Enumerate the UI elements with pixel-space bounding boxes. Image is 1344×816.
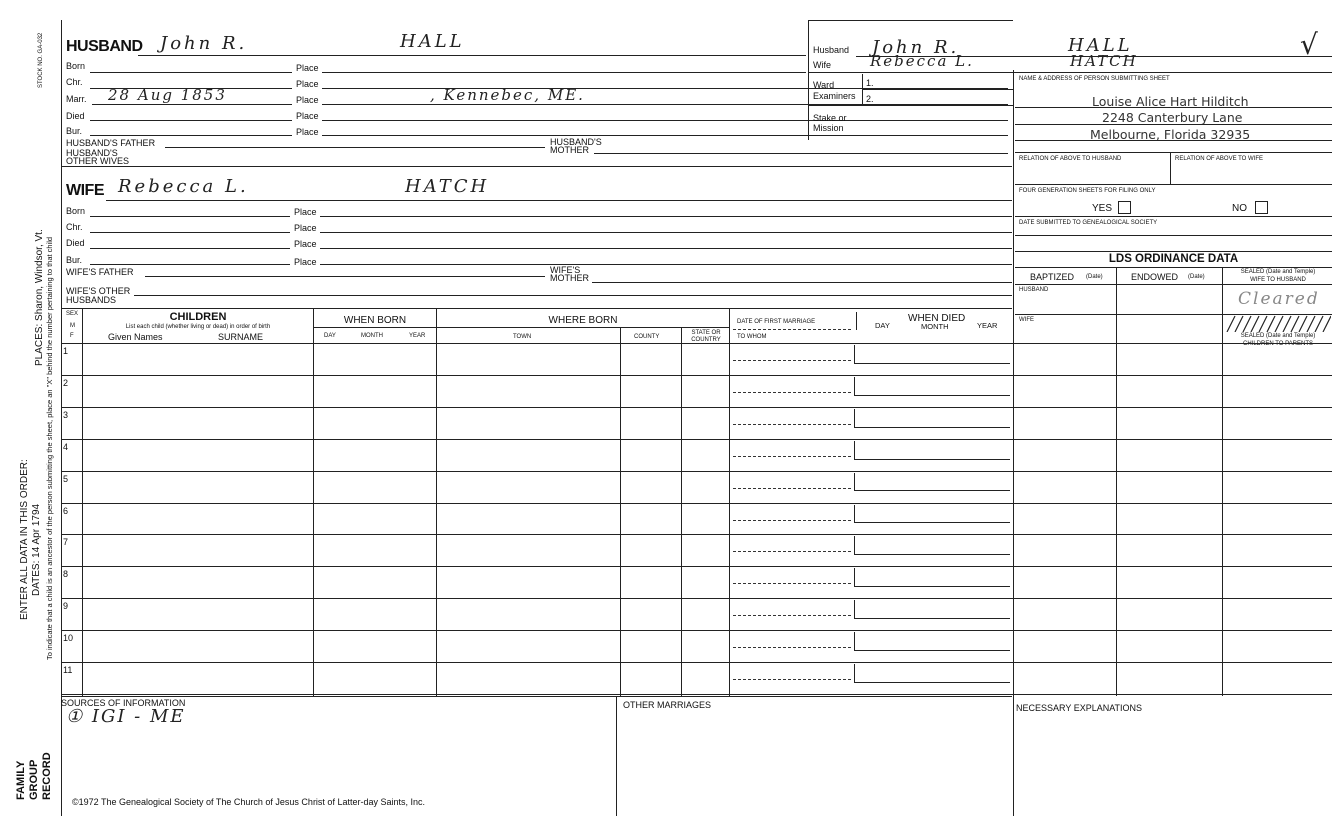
lds-cleared-stamp: Cleared [1238,289,1320,309]
wife-born-place-field[interactable] [320,216,1012,217]
child-row-number: 2 [63,377,69,388]
husband-died-place-label: Place [296,111,319,121]
child-row-number: 11 [63,665,73,675]
child-row-line[interactable] [61,566,1332,567]
husband-bur-field[interactable] [90,135,292,136]
sources-label: SOURCES OF INFORMATION [61,698,186,708]
child-marriage-date-dash [733,615,851,616]
given-names-label: Given Names [108,332,163,342]
lds-wife-label: WIFE [1019,317,1034,323]
stake-label-2: Mission [813,123,844,133]
husband-other-wives-label-1: HUSBAND'S [66,148,118,158]
examiners-label: Examiners [813,91,856,101]
form-title-record: RECORD [41,752,53,800]
husband-mother-label-1: HUSBAND'S [550,137,602,147]
lds-col-divider-1 [1116,267,1117,696]
yes-label: YES [1092,203,1113,214]
submitter-city[interactable]: Melbourne, Florida 32935 [1090,127,1251,142]
husband-born-place-label: Place [296,63,319,73]
wife-born-label: Born [66,206,86,216]
child-row-number: 10 [63,633,74,644]
endowed-label: ENDOWED [1131,272,1178,282]
ward-husband-label: Husband [813,45,850,55]
wife-chr-label: Chr. [66,222,83,232]
ward-label: Ward [813,80,835,90]
ward-husband-given[interactable]: John R. [872,37,960,58]
child-when-died-field[interactable] [854,409,1010,428]
children-instruction: List each child (whether living or dead) in order of birth [125,324,271,330]
stock-number: STOCK NO. GA-032 [38,32,44,88]
wife-chr-field[interactable] [90,232,290,233]
husband-born-label: Born [66,61,86,71]
husband-marr-place-label: Place [296,95,319,105]
wife-mother-label-2: MOTHER [550,273,589,283]
child-marriage-date-dash [733,679,851,680]
child-row-number: 6 [63,505,69,516]
submitter-street[interactable]: 2248 Canterbury Lane [1102,110,1243,125]
necessary-explanations-label: NECESSARY EXPLANATIONS [1016,703,1143,713]
wife-mother-label-1: WIFE'S [550,265,581,275]
form-title-group: GROUP [28,759,40,800]
wife-bur-place-label: Place [294,257,317,267]
wife-other-husbands-label-1: WIFE'S OTHER [66,286,131,296]
child-marriage-date-dash [733,360,851,361]
husband-given-name[interactable]: John R. [160,33,248,54]
child-when-died-field[interactable] [854,505,1010,524]
relation-bottom [1015,184,1332,185]
date-submitted-line[interactable] [1015,235,1332,236]
died-month-label: MONTH [921,322,949,331]
footer-divider [616,696,617,816]
ward-wife-surname[interactable]: HATCH [1070,52,1138,70]
born-year-label: YEAR [409,333,426,339]
husband-died-label: Died [66,111,85,121]
husband-marr-label: Marr. [66,94,87,104]
child-row-number: 5 [63,473,69,484]
husband-bur-place-field[interactable] [322,135,1008,136]
husband-marr-place[interactable]: , Kennebec, ME. [430,86,585,104]
child-when-died-field[interactable] [854,632,1010,651]
four-gen-bottom [1015,216,1332,217]
wife-mother-field[interactable] [592,282,1012,283]
child-marriage-date-dash [733,520,851,521]
date-submitted-bottom [1015,251,1332,252]
child-marriage-date-dash [733,583,851,584]
child-row-line[interactable] [61,694,1332,695]
child-row-line[interactable] [61,534,1332,535]
husband-born-field[interactable] [90,72,292,73]
child-marriage-date-dash [733,424,851,425]
relation-wife-label: RELATION OF ABOVE TO WIFE [1175,156,1264,162]
child-row-number: 8 [63,569,69,580]
ancestor-instruction: To indicate that a child is an ancestor of the person submitting the sheet, place an "X" behind the number pertaining to that child [45,236,54,660]
child-when-died-field[interactable] [854,664,1010,683]
wife-bur-field[interactable] [90,264,290,265]
husband-bur-label: Bur. [66,126,83,136]
husband-father-field[interactable] [165,147,545,148]
relation-husband-label: RELATION OF ABOVE TO HUSBAND [1019,156,1122,162]
lds-husband-label: HUSBAND [1019,287,1049,293]
sex-label: SEX [66,311,79,317]
husband-marr-date[interactable]: 28 Aug 1853 [108,86,227,104]
state-label-1: STATE OR [691,330,721,336]
children-header-bottom [61,343,1332,344]
child-row-line[interactable] [61,375,1332,376]
child-row-line[interactable] [61,662,1332,663]
examiner-2-number: 2. [866,94,874,104]
submitter-line-3 [1015,140,1332,141]
child-marriage-date-dash [733,647,851,648]
first-marriage-dash [733,329,851,330]
child-marriage-date-dash [733,456,851,457]
child-row-line[interactable] [61,407,1332,408]
ward-wife-line [808,72,1332,73]
children-col-divider-3 [620,327,621,696]
wife-bur-label: Bur. [66,255,83,265]
husband-heading: HUSBAND [66,38,143,55]
husband-father-label: HUSBAND'S FATHER [66,138,156,148]
husband-chr-label: Chr. [66,77,83,87]
check-mark: √ [1300,28,1318,61]
husband-born-place-field[interactable] [322,72,806,73]
child-row-line[interactable] [61,598,1332,599]
child-when-died-field[interactable] [854,377,1010,396]
wife-chr-place-label: Place [294,223,317,233]
wife-died-label: Died [66,238,85,248]
yes-checkbox[interactable] [1118,201,1131,214]
child-row-line[interactable] [61,630,1332,631]
to-whom-label: TO WHOM [737,334,767,340]
wife-name-line [106,200,1012,201]
wife-died-place-field[interactable] [320,248,1012,249]
husband-section-bottom [61,166,1012,167]
children-col-divider-4 [681,327,682,696]
stake-label-1: Stake or [813,113,847,123]
child-row-number: 4 [63,441,69,452]
sealed-w2h-label-1: SEALED (Date and Temple) [1240,269,1316,275]
copyright-notice: ©1972 The Genealogical Society of The Church of Jesus Christ of Latter-day Saints, Inc. [72,797,425,807]
lds-title: LDS ORDINANCE DATA [1108,253,1239,265]
ward-top-border [808,20,1013,21]
wife-given-name[interactable]: Rebecca L. [118,176,249,197]
child-when-died-field[interactable] [854,568,1010,587]
husband-marr-field[interactable] [92,104,292,105]
lds-header-bottom [1015,284,1332,285]
wife-surname[interactable]: HATCH [405,176,490,197]
when-died-left [856,312,857,330]
wife-other-husbands-field[interactable] [134,295,1012,296]
examiner-1-number: 1. [866,78,874,88]
relation-divider [1170,152,1171,184]
born-month-label: MONTH [361,333,383,339]
lds-title-line [1015,267,1332,268]
no-checkbox[interactable] [1255,201,1268,214]
endowed-date-label: (Date) [1188,274,1205,280]
sources-entry[interactable]: ① IGI - ME [66,706,186,727]
baptized-date-label: (Date) [1086,274,1103,280]
wife-section-bottom [61,308,1012,309]
husband-died-place-field[interactable] [322,120,1008,121]
child-row-number: 7 [63,537,69,548]
child-when-died-field[interactable] [854,600,1010,619]
submitter-line-1 [1015,107,1332,108]
lds-hatched-cell [1223,315,1331,332]
child-row-line[interactable] [61,471,1332,472]
wife-other-husbands-label-2: HUSBANDS [66,295,117,305]
wife-born-place-label: Place [294,207,317,217]
when-died-label: WHEN DIED [908,313,966,324]
wife-chr-place-field[interactable] [320,232,1012,233]
other-marriages-label: OTHER MARRIAGES [623,700,712,710]
child-marriage-date-dash [733,392,851,393]
children-table-bottom [61,696,1012,697]
wife-father-field[interactable] [145,276,545,277]
first-marriage-label: DATE OF FIRST MARRIAGE [737,319,816,325]
dates-example: DATES: 14 Apr 1794 [31,503,42,596]
wife-died-place-label: Place [294,239,317,249]
child-row-number: 1 [63,346,69,356]
wife-father-label: WIFE'S FATHER [66,267,134,277]
submitter-name[interactable]: Louise Alice Hart Hilditch [1092,94,1249,109]
child-when-died-field[interactable] [854,345,1010,364]
town-label: TOWN [513,334,532,340]
wife-heading: WIFE [66,182,104,199]
date-submitted-label: DATE SUBMITTED TO GENEALOGICAL SOCIETY [1019,220,1158,226]
when-born-subheader-line [313,327,729,328]
surname-label: SURNAME [218,332,264,342]
children-title: CHILDREN [169,311,227,323]
child-when-died-field[interactable] [854,473,1010,492]
sealed-w2h-label-2: WIFE TO HUSBAND [1250,277,1306,283]
right-panel-divider [1013,70,1014,816]
where-born-label: WHERE BORN [548,315,618,326]
places-example: PLACES: Sharon, Windsor, Vt. [34,229,45,366]
sealed-c2p-label-1: SEALED (Date and Temple) [1240,333,1316,339]
ward-wife-label: Wife [813,60,831,70]
examiner-2-field[interactable] [808,105,1013,106]
examiner-1-field[interactable] [862,89,1013,90]
submitter-bottom [1015,152,1332,153]
state-label-2: COUNTRY [691,337,721,343]
sealed-c2p-label-2: CHILDREN TO PARENTS [1242,341,1313,347]
died-year-label: YEAR [977,321,998,330]
husband-surname[interactable]: HALL [400,31,465,52]
child-when-died-field[interactable] [854,441,1010,460]
examiners-divider [862,74,863,106]
ward-wife-given[interactable]: Rebecca L. [870,52,974,70]
enter-all-instruction: ENTER ALL DATA IN THIS ORDER: [19,459,30,620]
submitter-label: NAME & ADDRESS OF PERSON SUBMITTING SHEET [1019,76,1170,82]
form-title-family: FAMILY [15,760,27,800]
husband-other-wives-label-2: OTHER WIVES [66,156,130,166]
died-day-label: DAY [875,321,890,330]
child-when-died-field[interactable] [854,536,1010,555]
no-label: NO [1232,203,1247,214]
born-day-label: DAY [324,333,336,339]
child-row-line[interactable] [61,439,1332,440]
husband-mother-label-2: MOTHER [550,145,589,155]
child-marriage-date-dash [733,488,851,489]
child-row-line[interactable] [61,503,1332,504]
wife-died-field[interactable] [90,248,290,249]
husband-name-line [138,55,806,56]
child-row-number: 3 [63,409,69,420]
wife-born-field[interactable] [90,216,290,217]
sex-f-label: F [70,333,74,339]
baptized-label: BAPTIZED [1030,272,1075,282]
husband-chr-place-label: Place [296,79,319,89]
submitter-line-2 [1015,124,1332,125]
child-marriage-date-dash [733,551,851,552]
wife-bur-place-field[interactable] [320,264,1012,265]
sex-m-label: M [70,323,75,329]
ward-husband-surname[interactable]: HALL [1068,35,1133,56]
husband-bur-place-label: Place [296,127,319,137]
husband-died-field[interactable] [90,120,292,121]
four-gen-label: FOUR GENERATION SHEETS FOR FILING ONLY [1019,188,1156,194]
husband-ward-divider [808,20,809,140]
when-born-label: WHEN BORN [343,315,407,326]
husband-mother-field[interactable] [594,153,1008,154]
county-label: COUNTY [634,334,660,340]
child-row-number: 9 [63,601,69,612]
